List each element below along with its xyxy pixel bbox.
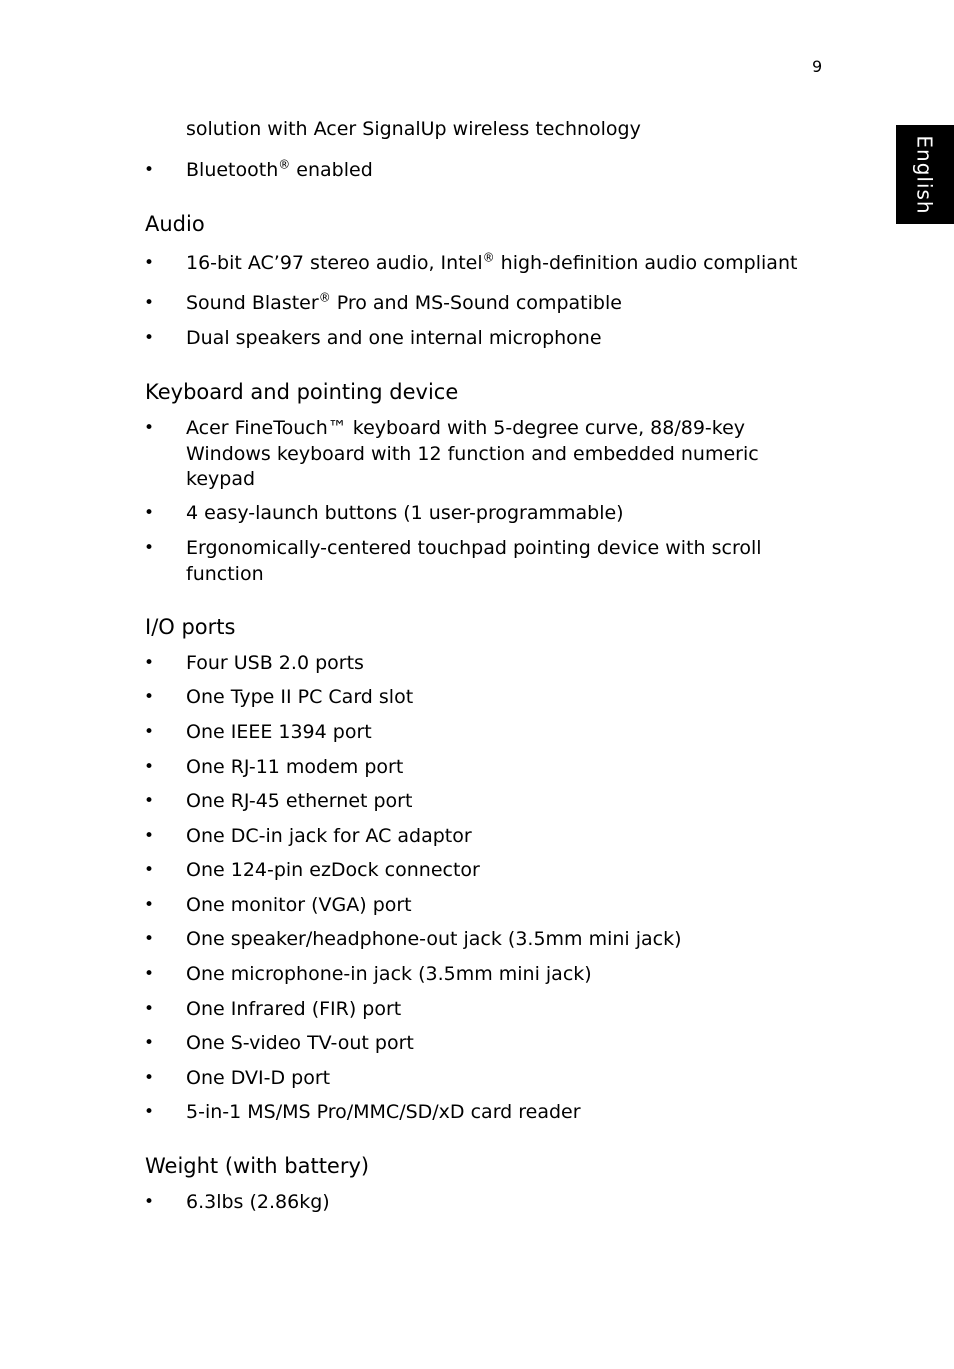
list-item-text: One speaker/headphone-out jack (3.5mm mini jack) <box>186 928 682 950</box>
language-tab <box>896 125 954 224</box>
bullet-icon: • <box>144 687 155 707</box>
bullet-icon: • <box>144 1102 155 1122</box>
list-item-text: Dual speakers and one internal microphone <box>186 327 602 349</box>
bullet-icon: • <box>144 1068 155 1088</box>
bullet-icon: • <box>144 418 155 438</box>
bullet-icon: • <box>144 1033 155 1053</box>
list-item-text: One IEEE 1394 port <box>186 721 372 743</box>
list-item-text: One DC-in jack for AC adaptor <box>186 825 472 847</box>
list-item-text: One Infrared (FIR) port <box>186 998 402 1020</box>
list-item-text: One S-video TV-out port <box>186 1032 414 1054</box>
section-heading-io-ports: I/O ports <box>145 615 236 639</box>
bullet-icon: • <box>144 929 155 949</box>
language-tab-label: English <box>913 134 937 215</box>
section-heading-audio: Audio <box>145 212 205 236</box>
bullet-icon: • <box>144 160 155 180</box>
list-item-text: One Type II PC Card slot <box>186 686 414 708</box>
list-item-text: One monitor (VGA) port <box>186 894 412 916</box>
list-item-text: One RJ-11 modem port <box>186 756 404 778</box>
bullet-icon: • <box>144 757 155 777</box>
bullet-icon: • <box>144 1192 155 1212</box>
bullet-icon: • <box>144 964 155 984</box>
bullet-icon: • <box>144 860 155 880</box>
bullet-icon: • <box>144 503 155 523</box>
bullet-icon: • <box>144 999 155 1019</box>
bullet-icon: • <box>144 253 155 273</box>
list-item-text: One microphone-in jack (3.5mm mini jack) <box>186 963 592 985</box>
list-item-text: One 124-pin ezDock connector <box>186 859 480 881</box>
list-item-text: Bluetooth® enabled <box>186 157 373 181</box>
bullet-icon: • <box>144 538 155 558</box>
list-item-text: Four USB 2.0 ports <box>186 652 364 674</box>
bullet-icon: • <box>144 722 155 742</box>
list-item-text: 16-bit AC’97 stereo audio, Intel® high-definition audio compliant <box>186 250 798 274</box>
page-number: 9 <box>812 57 823 76</box>
list-item-text: Sound Blaster® Pro and MS-Sound compatible <box>186 290 622 314</box>
bullet-icon: • <box>144 328 155 348</box>
list-item-text: Acer FineTouch™ keyboard with 5-degree curve, 88/89-key Windows keyboard with 12 function and embedded numeric keypad <box>186 417 759 490</box>
list-item-text: Ergonomically-centered touchpad pointing device with scroll function <box>186 537 762 585</box>
bullet-icon: • <box>144 791 155 811</box>
list-item-text: 6.3lbs (2.86kg) <box>186 1191 330 1213</box>
list-item-text: One DVI-D port <box>186 1067 331 1089</box>
bullet-icon: • <box>144 293 155 313</box>
list-item-text: 5-in-1 MS/MS Pro/MMC/SD/xD card reader <box>186 1101 581 1123</box>
bullet-icon: • <box>144 653 155 673</box>
list-item-text: 4 easy-launch buttons (1 user-programmable) <box>186 502 624 524</box>
continuation-text: solution with Acer SignalUp wireless technology <box>186 118 641 140</box>
section-heading-weight: Weight (with battery) <box>145 1154 370 1178</box>
bullet-icon: • <box>144 895 155 915</box>
section-heading-keyboard: Keyboard and pointing device <box>145 380 459 404</box>
list-item-text: One RJ-45 ethernet port <box>186 790 413 812</box>
bullet-icon: • <box>144 826 155 846</box>
